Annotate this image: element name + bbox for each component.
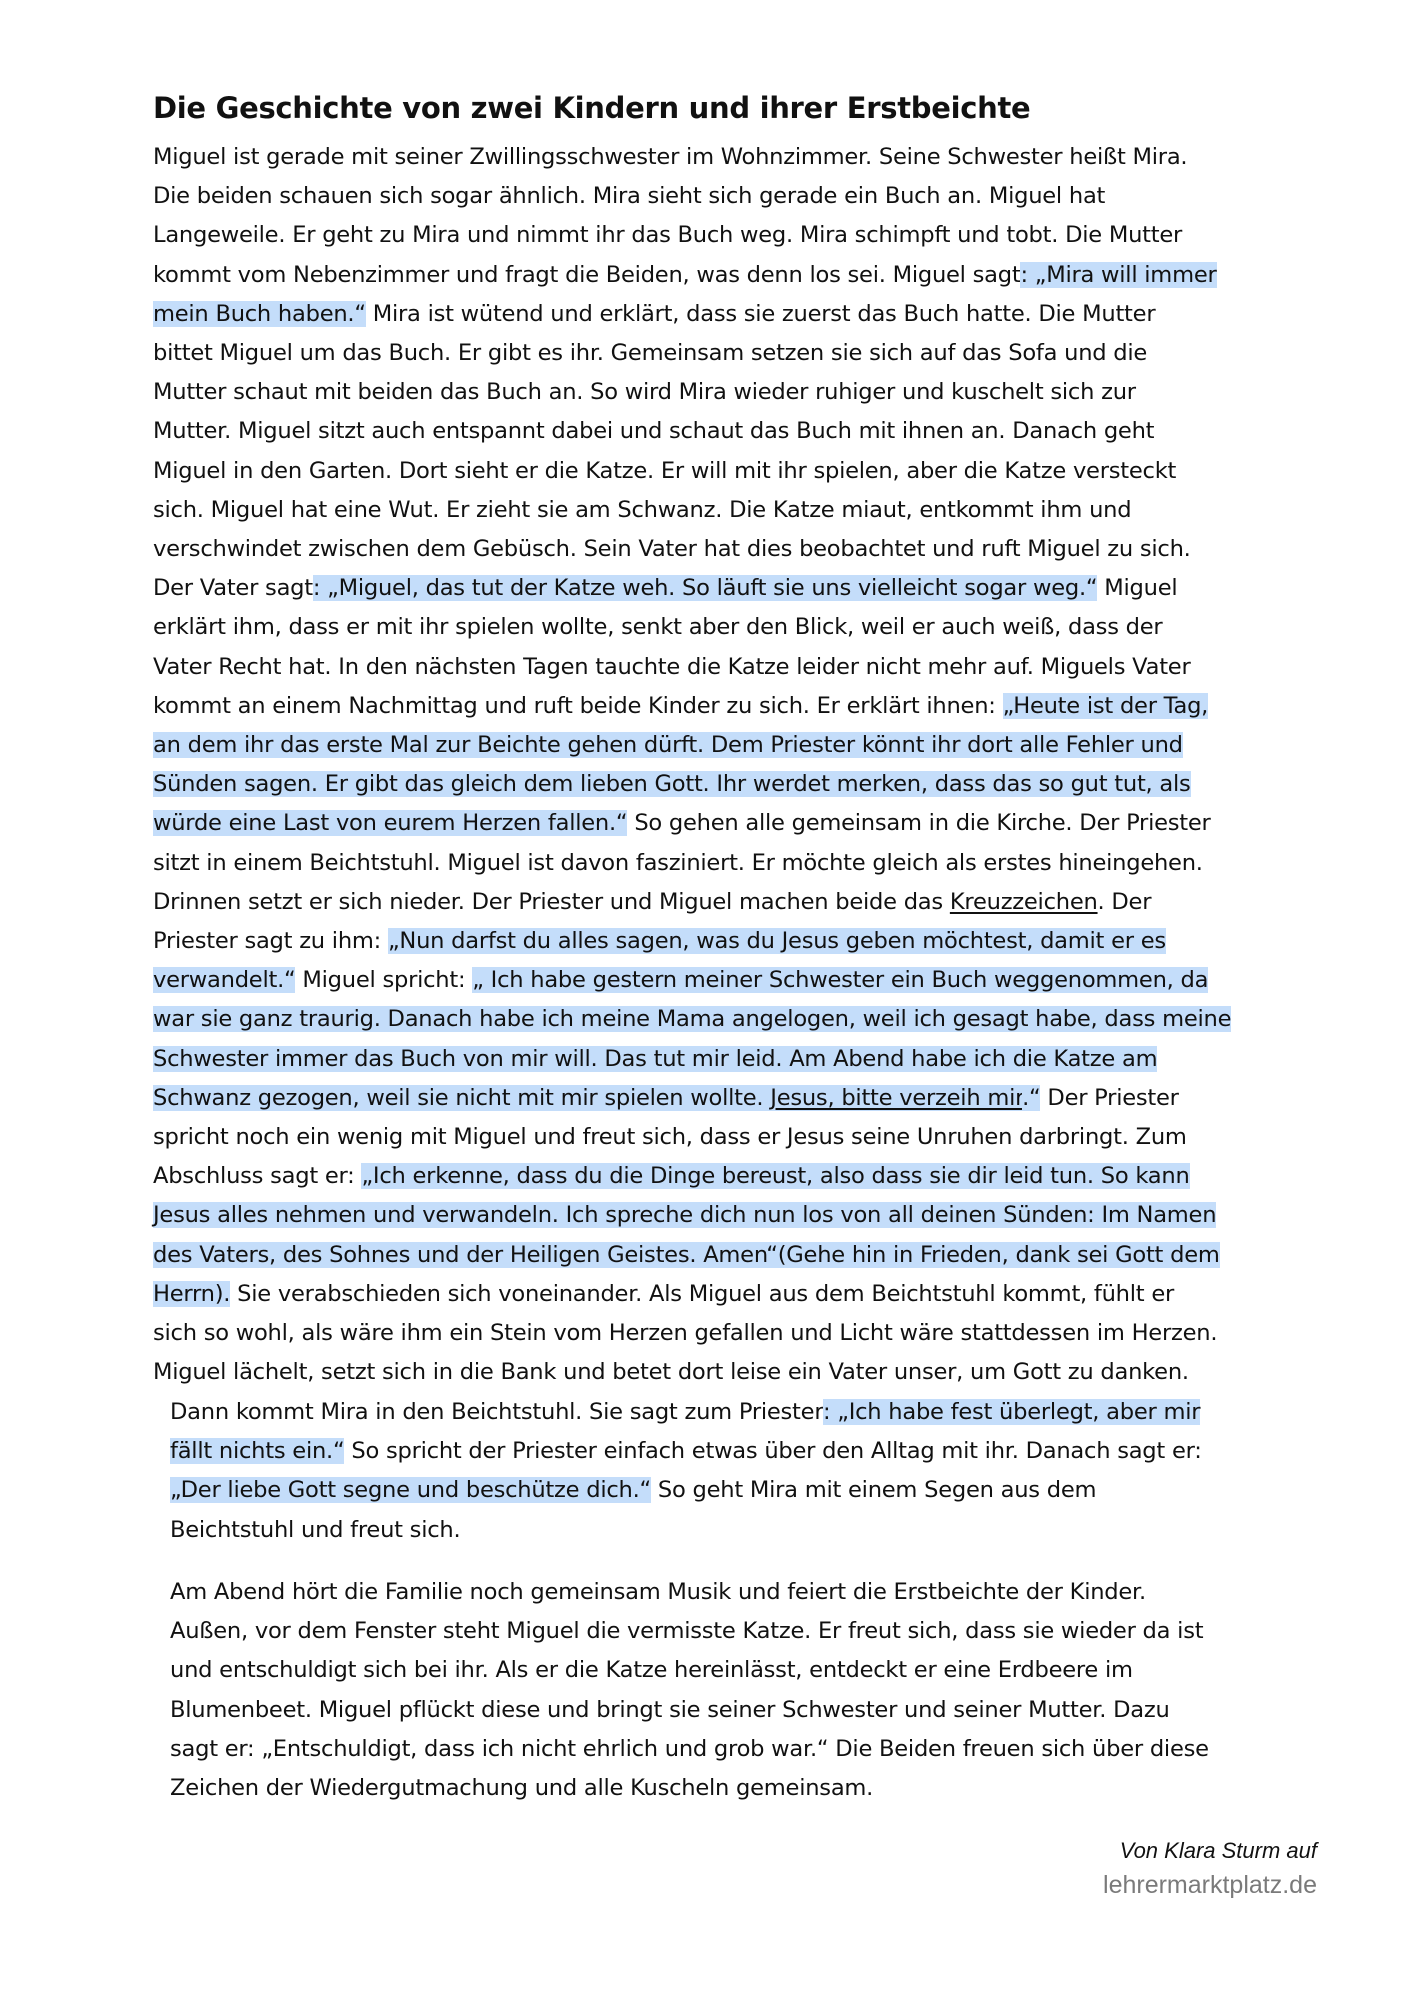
story-paragraph-mira bbox=[170, 1393, 1202, 1550]
text-line bbox=[170, 1612, 1209, 1651]
text-segment: sich so wohl, als wäre ihm ein Stein vom Herzen gefallen und Licht wäre stattdessen im Herzen. bbox=[153, 1320, 1218, 1347]
text-segment: Priester sagt zu ihm: bbox=[153, 928, 388, 955]
text-line bbox=[153, 883, 1231, 922]
text-line bbox=[170, 1691, 1209, 1730]
text-segment: Miguel spricht: bbox=[295, 967, 473, 994]
highlighted-quote: an dem ihr das erste Mal zur Beichte gehen dürft. Dem Priester könnt ihr dort alle Fehler und bbox=[153, 732, 1183, 759]
underlined-text: Kreuzzeichen bbox=[949, 888, 1098, 915]
text-line bbox=[153, 530, 1231, 569]
highlighted-quote: war sie ganz traurig. Danach habe ich meine Mama angelogen, weil ich gesagt habe, dass meine bbox=[153, 1006, 1232, 1033]
highlighted-quote: : „Ich habe fest überlegt, aber mir bbox=[822, 1399, 1201, 1425]
text-line bbox=[170, 1432, 1202, 1471]
text-segment: So spricht der Priester einfach etwas über den Alltag mit ihr. Danach sagt er: bbox=[344, 1438, 1202, 1465]
text-segment: Die beiden schauen sich sogar ähnlich. Mira sieht sich gerade ein Buch an. Miguel hat bbox=[153, 183, 1106, 210]
text-segment: Abschluss sagt er: bbox=[153, 1163, 362, 1190]
text-segment: Miguel bbox=[1097, 575, 1178, 602]
story-paragraph-main bbox=[153, 138, 1231, 1393]
text-line bbox=[153, 922, 1231, 961]
text-line bbox=[153, 177, 1231, 216]
text-line bbox=[153, 1196, 1231, 1235]
text-segment: sagt er: „Entschuldigt, dass ich nicht ehrlich und grob war.“ Die Beiden freuen sich über diese bbox=[170, 1735, 1209, 1762]
text-line bbox=[153, 726, 1231, 765]
text-segment: spricht noch ein wenig mit Miguel und freut sich, dass er Jesus seine Unruhen darbringt. Zum bbox=[153, 1124, 1187, 1151]
highlighted-quote: „Heute ist der Tag, bbox=[1002, 692, 1209, 719]
text-line bbox=[170, 1471, 1202, 1510]
page-title: Die Geschichte von zwei Kindern und ihrer Erstbeichte bbox=[153, 91, 1031, 125]
text-segment: Mutter schaut mit beiden das Buch an. So wird Mira wieder ruhiger und kuschelt sich zur bbox=[153, 379, 1136, 406]
text-segment: erklärt ihm, dass er mit ihr spielen wollte, senkt aber den Blick, weil er auch weiß, dass der bbox=[153, 614, 1163, 641]
text-segment: Der Priester bbox=[1040, 1084, 1179, 1111]
highlighted-quote: : „Mira will immer bbox=[1020, 261, 1217, 288]
text-line bbox=[153, 961, 1231, 1000]
text-segment: bittet Miguel um das Buch. Er gibt es ihr. Gemeinsam setzen sie sich auf das Sofa und die bbox=[153, 340, 1148, 367]
underlined-highlighted-text: Jesus, bitte verzeih mir bbox=[770, 1084, 1023, 1111]
highlighted-quote: mein Buch haben.“ bbox=[153, 300, 366, 327]
text-line bbox=[170, 1651, 1209, 1690]
text-segment: sich. Miguel hat eine Wut. Er zieht sie am Schwanz. Die Katze miaut, entkommt ihm und bbox=[153, 496, 1132, 523]
text-line bbox=[153, 138, 1231, 177]
highlighted-quote: „Ich erkenne, dass du die Dinge bereust, also dass sie dir leid tun. So kann bbox=[361, 1163, 1190, 1190]
highlighted-quote: .“ bbox=[1022, 1084, 1041, 1111]
text-line bbox=[153, 687, 1231, 726]
text-segment: So geht Mira mit einem Segen aus dem bbox=[650, 1477, 1097, 1504]
text-line bbox=[153, 216, 1231, 255]
text-line bbox=[153, 608, 1231, 647]
text-line bbox=[170, 1730, 1209, 1769]
highlighted-quote: Schwester immer das Buch von mir will. Das tut mir leid. Am Abend habe ich die Katze am bbox=[153, 1045, 1158, 1072]
text-line bbox=[153, 1236, 1231, 1275]
highlighted-quote: Schwanz gezogen, weil sie nicht mit mir spielen wollte. bbox=[153, 1084, 771, 1111]
text-line bbox=[153, 569, 1231, 608]
highlighted-quote: fällt nichts ein.“ bbox=[170, 1438, 345, 1465]
text-line bbox=[153, 1040, 1231, 1079]
text-line bbox=[170, 1769, 1209, 1808]
text-segment: Zeichen der Wiedergutmachung und alle Kuscheln gemeinsam. bbox=[170, 1775, 874, 1802]
text-segment: Miguel lächelt, setzt sich in die Bank und betet dort leise ein Vater unser, um Gott zu danken. bbox=[153, 1359, 1189, 1386]
text-line bbox=[153, 256, 1231, 295]
text-line bbox=[153, 295, 1231, 334]
highlighted-quote: Herrn). bbox=[153, 1280, 231, 1307]
text-segment: kommt an einem Nachmittag und ruft beide Kinder zu sich. Er erklärt ihnen: bbox=[153, 692, 1003, 719]
text-line bbox=[153, 844, 1231, 883]
highlighted-quote: Sünden sagen. Er gibt das gleich dem lieben Gott. Ihr werdet merken, dass das so gut tut, als bbox=[153, 771, 1191, 798]
text-line bbox=[153, 412, 1231, 451]
text-line bbox=[153, 491, 1231, 530]
text-line bbox=[153, 765, 1231, 804]
highlighted-quote: Jesus alles nehmen und verwandeln. Ich spreche dich nun los von all deinen Sünden: Im Namen bbox=[153, 1202, 1217, 1229]
text-line bbox=[170, 1573, 1209, 1612]
text-line bbox=[153, 1314, 1231, 1353]
highlighted-quote: verwandelt.“ bbox=[153, 967, 296, 994]
story-paragraph-evening bbox=[170, 1573, 1209, 1808]
text-line bbox=[153, 373, 1231, 412]
text-segment: . Der bbox=[1097, 888, 1152, 915]
highlighted-quote: würde eine Last von eurem Herzen fallen.“ bbox=[153, 810, 628, 837]
source-website: lehrermarktplatz.de bbox=[1103, 1871, 1317, 1899]
text-segment: Langeweile. Er geht zu Mira und nimmt ihr das Buch weg. Mira schimpft und tobt. Die Mutter bbox=[153, 222, 1183, 249]
text-line bbox=[170, 1511, 1202, 1550]
highlighted-quote: „ Ich habe gestern meiner Schwester ein Buch weggenommen, da bbox=[472, 967, 1209, 994]
highlighted-quote: „Nun darfst du alles sagen, was du Jesus geben möchtest, damit er es bbox=[387, 928, 1166, 955]
text-line bbox=[153, 1118, 1231, 1157]
text-segment: Der Vater sagt bbox=[153, 575, 313, 602]
text-segment: und entschuldigt sich bei ihr. Als er die Katze hereinlässt, entdeckt er eine Erdbeere im bbox=[170, 1657, 1133, 1684]
text-line bbox=[153, 804, 1231, 843]
text-line bbox=[153, 334, 1231, 373]
text-line bbox=[170, 1393, 1202, 1432]
text-line bbox=[153, 648, 1231, 687]
highlighted-quote: des Vaters, des Sohnes und der Heiligen Geistes. Amen“(Gehe hin in Frieden, dank sei Gott dem bbox=[153, 1241, 1220, 1268]
text-segment: Mira ist wütend und erklärt, dass sie zuerst das Buch hatte. Die Mutter bbox=[365, 300, 1156, 327]
text-line bbox=[153, 452, 1231, 491]
text-segment: Drinnen setzt er sich nieder. Der Priester und Miguel machen beide das bbox=[153, 888, 950, 915]
text-segment: Sie verabschieden sich voneinander. Als Miguel aus dem Beichtstuhl kommt, fühlt er bbox=[230, 1280, 1175, 1307]
text-segment: Miguel ist gerade mit seiner Zwillingsschwester im Wohnzimmer. Seine Schwester heißt Mira. bbox=[153, 144, 1188, 170]
text-segment: So gehen alle gemeinsam in die Kirche. Der Priester bbox=[627, 810, 1211, 837]
text-line bbox=[153, 1079, 1231, 1118]
text-segment: sitzt in einem Beichtstuhl. Miguel ist davon fasziniert. Er möchte gleich als erstes hineingehen. bbox=[153, 849, 1203, 876]
text-segment: verschwindet zwischen dem Gebüsch. Sein Vater hat dies beobachtet und ruft Miguel zu sich. bbox=[153, 536, 1191, 563]
highlighted-quote: „Der liebe Gott segne und beschütze dich.“ bbox=[170, 1477, 651, 1504]
highlighted-quote: : „Miguel, das tut der Katze weh. So läuft sie uns vielleicht sogar weg.“ bbox=[312, 575, 1098, 602]
text-segment: Mutter. Miguel sitzt auch entspannt dabei und schaut das Buch mit ihnen an. Danach geht bbox=[153, 418, 1155, 445]
text-segment: Außen, vor dem Fenster steht Miguel die vermisste Katze. Er freut sich, dass sie wieder da ist bbox=[170, 1618, 1204, 1645]
text-segment: Blumenbeet. Miguel pflückt diese und bringt sie seiner Schwester und seiner Mutter. Dazu bbox=[170, 1696, 1170, 1723]
text-segment: kommt vom Nebenzimmer und fragt die Beiden, was denn los sei. Miguel sagt bbox=[153, 261, 1021, 288]
text-line bbox=[153, 1000, 1231, 1039]
text-segment: Beichtstuhl und freut sich. bbox=[170, 1516, 461, 1543]
text-segment: Dann kommt Mira in den Beichtstuhl. Sie sagt zum Priester bbox=[170, 1399, 823, 1425]
text-segment: Miguel in den Garten. Dort sieht er die Katze. Er will mit ihr spielen, aber die Katze versteckt bbox=[153, 457, 1177, 484]
text-line bbox=[153, 1275, 1231, 1314]
text-line bbox=[153, 1353, 1231, 1392]
text-segment: Am Abend hört die Familie noch gemeinsam Musik und feiert die Erstbeichte der Kinder. bbox=[170, 1579, 1146, 1605]
text-segment: Vater Recht hat. In den nächsten Tagen tauchte die Katze leider nicht mehr auf. Miguels Vater bbox=[153, 653, 1191, 680]
text-line bbox=[153, 1157, 1231, 1196]
author-credit: Von Klara Sturm auf bbox=[1119, 1838, 1317, 1863]
